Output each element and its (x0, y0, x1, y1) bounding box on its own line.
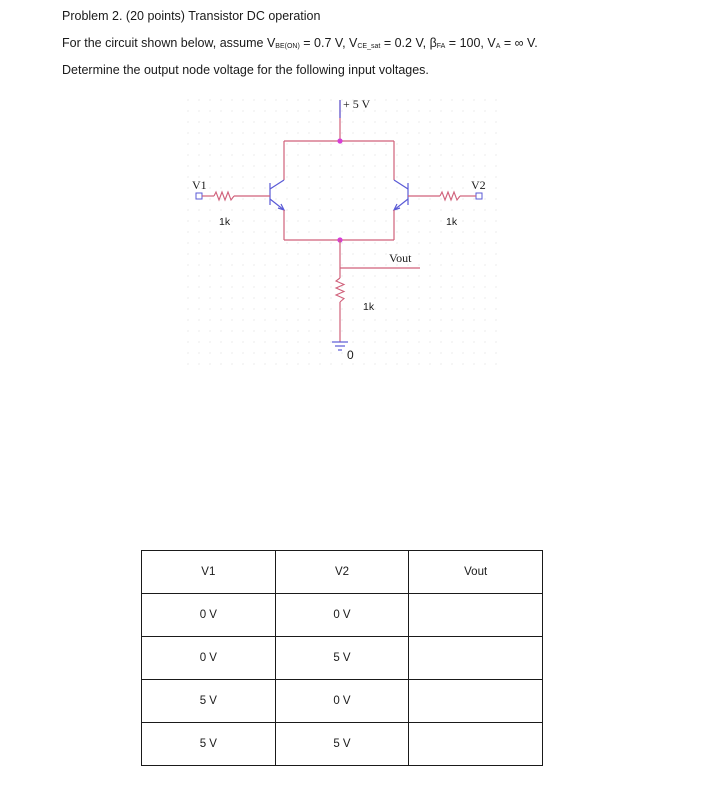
assume-prefix: For the circuit shown below, assume V (62, 36, 276, 50)
table-row (142, 594, 543, 637)
r3-label: 1k (363, 301, 375, 313)
schematic-grid (185, 98, 505, 368)
vout-answer-cell[interactable] (409, 637, 543, 680)
vout-label: Vout (389, 251, 412, 265)
instruction-text: Determine the output node voltage for the following input voltages. (62, 63, 429, 77)
table-cell: 5 V (142, 680, 276, 723)
va-value: = ∞ V. (500, 36, 538, 50)
table-header-cell: V1 (142, 551, 276, 594)
table-cell: 0 V (275, 680, 409, 723)
beta-value: = 100, V (445, 36, 496, 50)
problem-title: Problem 2. (20 points) Transistor DC operation (62, 9, 321, 23)
v2-label: V2 (471, 178, 486, 192)
voltage-table (141, 550, 543, 766)
table-cell: 0 V (275, 594, 409, 637)
supply-node (337, 138, 342, 143)
table-header-cell: Vout (409, 551, 543, 594)
table-header-row (142, 551, 543, 594)
beta-subscript: FA (436, 43, 446, 50)
vout-answer-cell[interactable] (409, 723, 543, 766)
r1-label: 1k (219, 216, 231, 228)
table-cell: 0 V (142, 594, 276, 637)
table-cell: 5 V (275, 723, 409, 766)
table-cell: 5 V (142, 723, 276, 766)
vce-value: = 0.2 V, β (380, 36, 437, 50)
vce-subscript: CE_sat (357, 43, 381, 50)
table-row (142, 680, 543, 723)
vbe-subscript: BE(ON) (275, 43, 300, 50)
v1-label: V1 (192, 178, 207, 192)
table-cell: 0 V (142, 637, 276, 680)
vout-answer-cell[interactable] (409, 680, 543, 723)
table-row (142, 637, 543, 680)
table-cell: 5 V (275, 637, 409, 680)
table-header-cell: V2 (275, 551, 409, 594)
ground-label: 0 (347, 348, 354, 362)
r2-label: 1k (446, 216, 458, 228)
vout-answer-cell[interactable] (409, 594, 543, 637)
va-subscript: A (495, 43, 501, 50)
assumptions-line (62, 36, 538, 50)
circuit-diagram (0, 90, 704, 370)
supply-label: + 5 V (343, 97, 371, 111)
vbe-value: = 0.7 V, V (299, 36, 358, 50)
table-row (142, 723, 543, 766)
